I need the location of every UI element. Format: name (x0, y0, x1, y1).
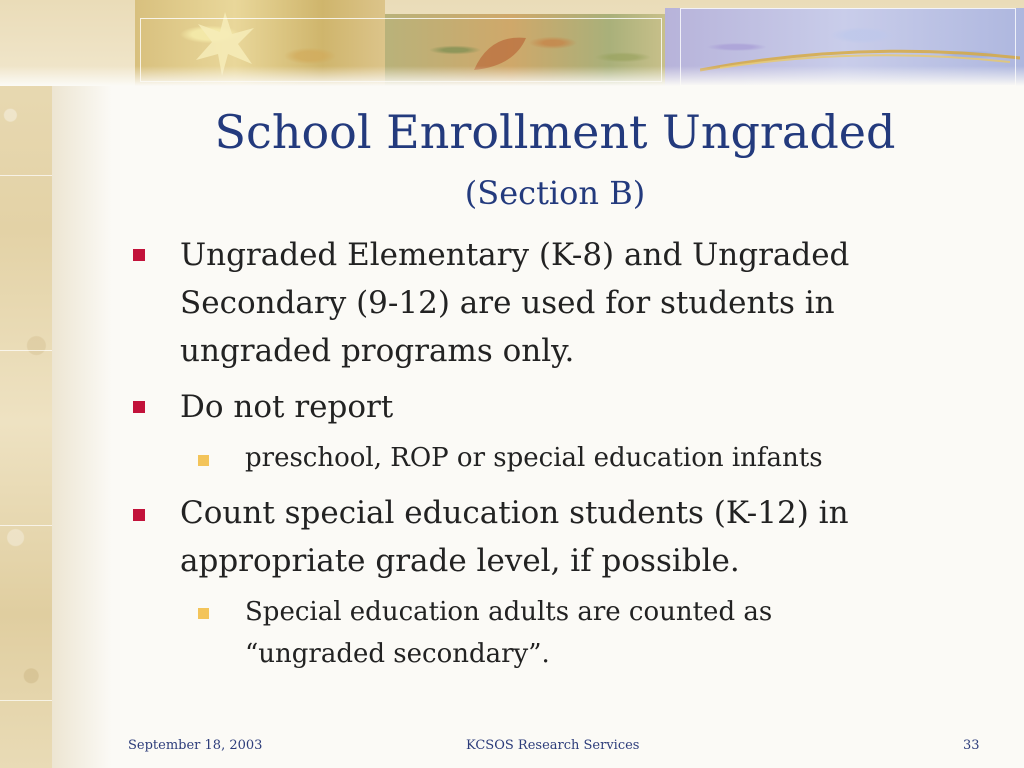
slide-number: 33 (963, 738, 980, 753)
sub-bullet-line: “ungraded secondary”. (245, 639, 550, 669)
bullet-line: appropriate grade level, if possible. (180, 543, 740, 579)
square-bullet-icon (133, 509, 145, 521)
sub-bullet-line: Special education adults are counted as (245, 597, 773, 627)
bullet-item (180, 489, 960, 585)
slide-title: School Enrollment Ungraded (214, 105, 896, 159)
bullet-line: Secondary (9-12) are used for students in (180, 285, 835, 321)
sub-bullet-line: preschool, ROP or special education infants (245, 443, 823, 473)
bullet-item (180, 231, 960, 375)
bullet-line: Count special education students (K-12) in (180, 495, 849, 531)
bullet-line: Ungraded Elementary (K-8) and Ungraded (180, 237, 850, 273)
sub-bullet-item (245, 591, 945, 675)
small-square-bullet-icon (198, 455, 209, 466)
footer-center-text: KCSOS Research Services (466, 738, 640, 753)
slide-subtitle: (Section B) (464, 174, 646, 212)
bullet-item (180, 383, 960, 431)
footer-date: September 18, 2003 (128, 738, 263, 753)
bullet-line: ungraded programs only. (180, 333, 575, 369)
bullet-line: Do not report (180, 389, 394, 425)
top-banner-image (0, 0, 1024, 86)
left-shadow (52, 86, 112, 768)
left-parchment-strip (0, 0, 52, 768)
sub-bullet-item (245, 437, 945, 479)
square-bullet-icon (133, 249, 145, 261)
square-bullet-icon (133, 401, 145, 413)
small-square-bullet-icon (198, 608, 209, 619)
